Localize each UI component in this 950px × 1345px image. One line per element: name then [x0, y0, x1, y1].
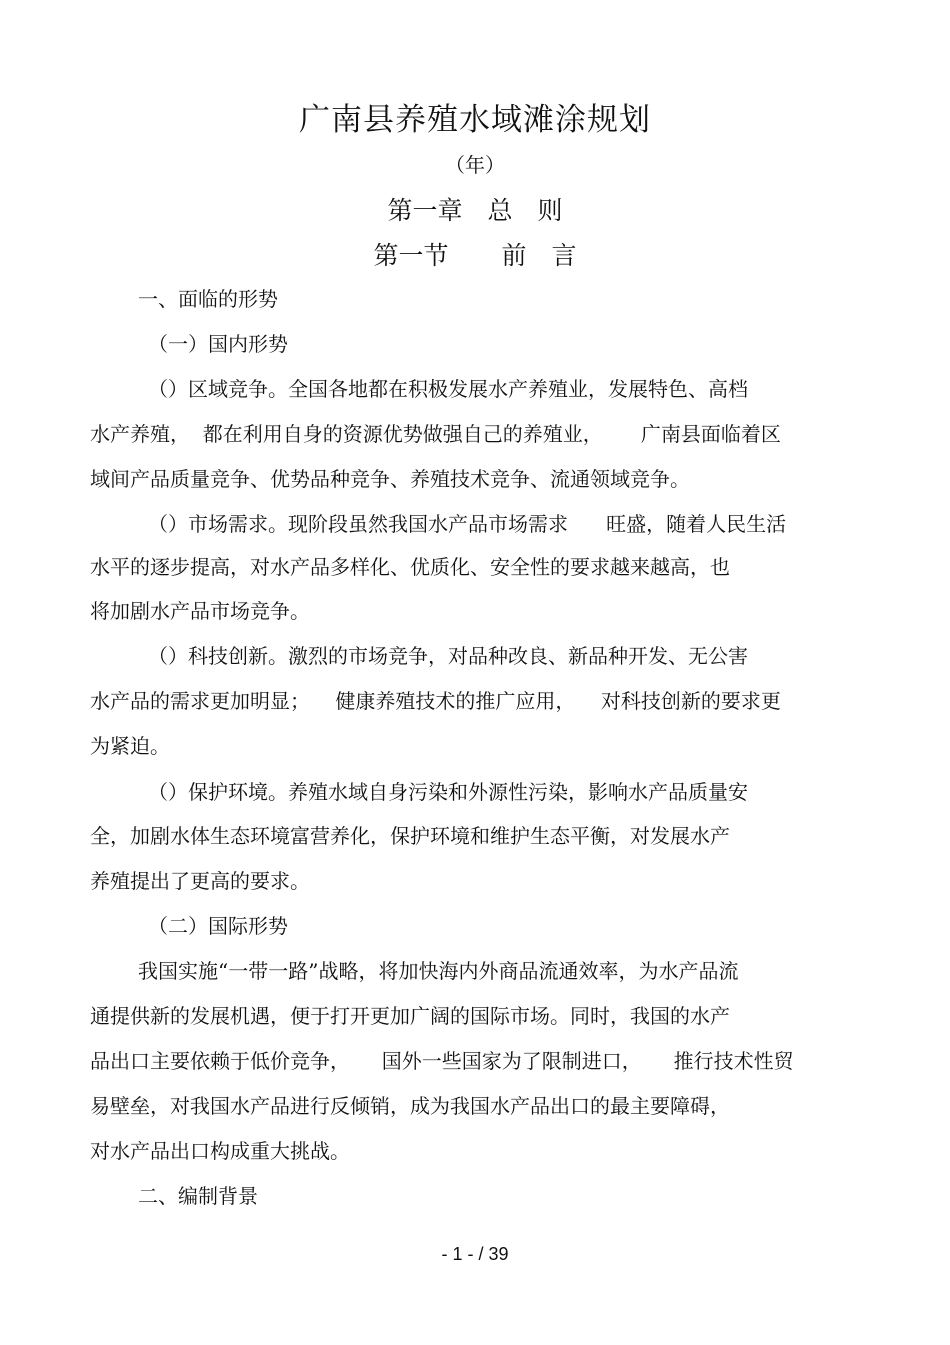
- paragraph-line: 养殖提出了更高的要求。: [90, 869, 310, 893]
- paragraph-line: 我国实施“一带一路”战略，将加快海内外商品流通效率，为水产品流: [138, 959, 739, 983]
- document-title: 广南县养殖水域滩涂规划: [299, 102, 651, 138]
- paragraph-line: （）科技创新。激烈的市场竞争，对品种改良、新品种开发、无公害: [148, 644, 748, 668]
- heading-situation: 一、面临的形势: [138, 287, 278, 311]
- paragraph-line: 水产养殖， 都在利用自身的资源优势做强自己的养殖业， 广南县面临着区: [90, 422, 781, 446]
- chapter-heading: 第一章 总 则: [387, 196, 563, 225]
- heading-background: 二、编制背景: [138, 1184, 258, 1208]
- section-heading: 第一节 前 言: [373, 241, 577, 270]
- paragraph-line: 对水产品出口构成重大挑战。: [90, 1139, 350, 1163]
- page-number: - 1 - / 39: [441, 1244, 509, 1264]
- paragraph-line: 易壁垒，对我国水产品进行反倾销，成为我国水产品出口的最主要障碍，: [90, 1094, 730, 1118]
- paragraph-line: 将加剧水产品市场竞争。: [90, 599, 310, 623]
- document-subtitle: （年）: [445, 153, 505, 177]
- paragraph-line: 全，加剧水体生态环境富营养化，保护环境和维护生态平衡，对发展水产: [90, 824, 730, 848]
- paragraph-line: 为紧迫。: [90, 734, 170, 758]
- paragraph-line: 品出口主要依赖于低价竞争， 国外一些国家为了限制进口， 推行技术性贸: [90, 1049, 794, 1073]
- paragraph-line: 通提供新的发展机遇，便于打开更加广阔的国际市场。同时，我国的水产: [90, 1004, 730, 1028]
- subheading-domestic: （一）国内形势: [148, 332, 288, 356]
- paragraph-line: （）市场需求。现阶段虽然我国水产品市场需求 旺盛，随着人民生活: [148, 512, 787, 536]
- paragraph-line: 水产品的需求更加明显； 健康养殖技术的推广应用， 对科技创新的要求更: [90, 689, 781, 713]
- subheading-international: （二）国际形势: [148, 914, 288, 938]
- paragraph-line: （）保护环境。养殖水域自身污染和外源性污染，影响水产品质量安: [148, 780, 748, 804]
- paragraph-line: 域间产品质量竞争、优势品种竞争、养殖技术竞争、流通领域竞争。: [90, 467, 690, 491]
- paragraph-line: （）区域竞争。全国各地都在积极发展水产养殖业，发展特色、高档: [148, 377, 748, 401]
- paragraph-line: 水平的逐步提高，对水产品多样化、优质化、安全性的要求越来越高，也: [90, 555, 730, 579]
